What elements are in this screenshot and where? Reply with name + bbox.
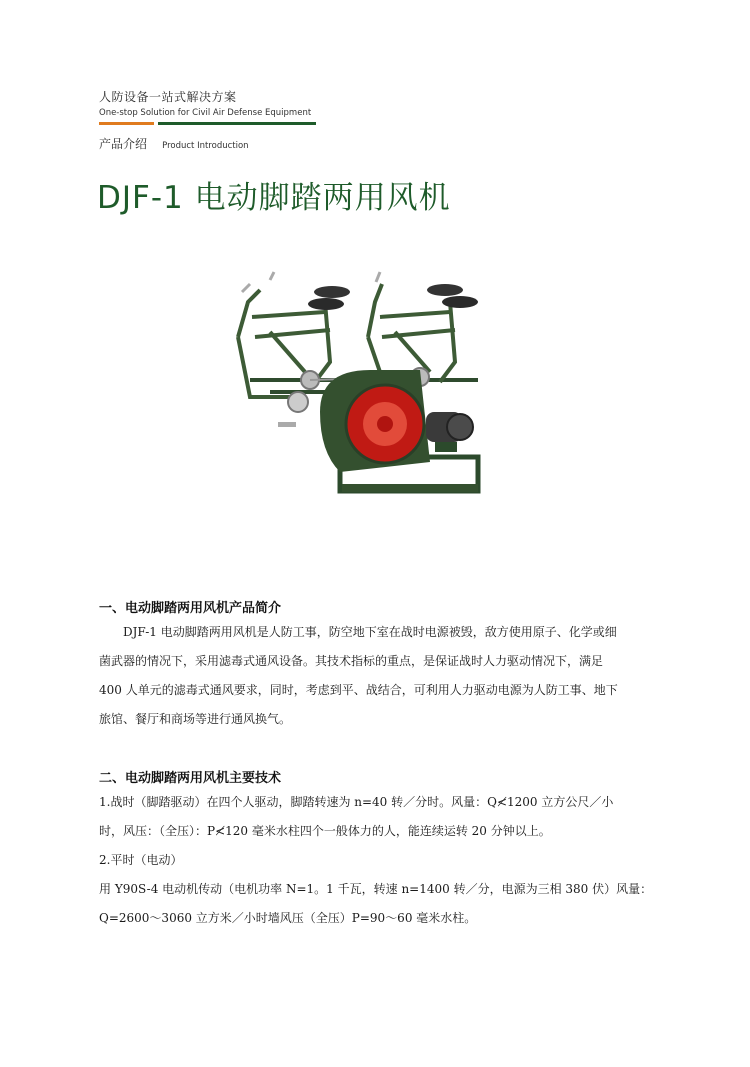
intro-line: 菌武器的情况下，采用滤毒式通风设备。其技术指标的重点，是保证战时人力驱动情况下，满足 [99, 654, 604, 668]
tech-line: 用 Y90S-4 电动机传动（电机功率 N=1。1 千瓦，转速 n=1400 转／分，电源为三相 380 伏）风量： [99, 882, 653, 896]
section-tag [99, 133, 249, 152]
section-tag-cn: 产品介绍 [99, 137, 148, 151]
tech-line: 1.战时（脚踏驱动）在四个人驱动，脚踏转速为 n=40 转／分时。风量：Q≮1200 立方公尺／小 [99, 795, 614, 809]
intro-paragraph [99, 618, 664, 734]
section-heading-intro: 一、电动脚踏两用风机产品简介 [99, 601, 282, 616]
intro-line: 旅馆、餐厅和商场等进行通风换气。 [99, 712, 292, 726]
header-divider [99, 122, 316, 125]
section-tag-en: Product Introduction [162, 141, 249, 151]
intro-line: 400 人单元的滤毒式通风要求，同时，考虑到平、战结合，可利用人力驱动电源为人防工事、地下 [99, 683, 618, 697]
orange-bar [99, 122, 154, 125]
tech-line: 时，风压：（全压）：P≮120 毫米水柱四个一般体力的人，能连续运转 20 分钟以上。 [99, 824, 551, 838]
tech-line: Q=2600～3060 立方米／小时墙风压（全压）P=90～60 毫米水柱。 [99, 911, 477, 925]
tagline-en: One-stop Solution for Civil Air Defense Equipment [99, 108, 312, 118]
intro-line: DJF-1 电动脚踏两用风机是人防工事，防空地下室在战时电源被毁，敌方使用原子、化学或细 [99, 625, 617, 639]
tech-paragraph [99, 788, 664, 933]
product-image [230, 262, 490, 502]
fan-machine-illustration [238, 272, 478, 492]
green-bar [158, 122, 316, 125]
tagline-cn: 人防设备一站式解决方案 [99, 90, 237, 104]
page-title: DJF-1 电动脚踏两用风机 [97, 180, 451, 216]
section-heading-tech: 二、电动脚踏两用风机主要技术 [99, 771, 282, 786]
tech-line: 2.平时（电动） [99, 853, 183, 867]
header [99, 88, 359, 118]
